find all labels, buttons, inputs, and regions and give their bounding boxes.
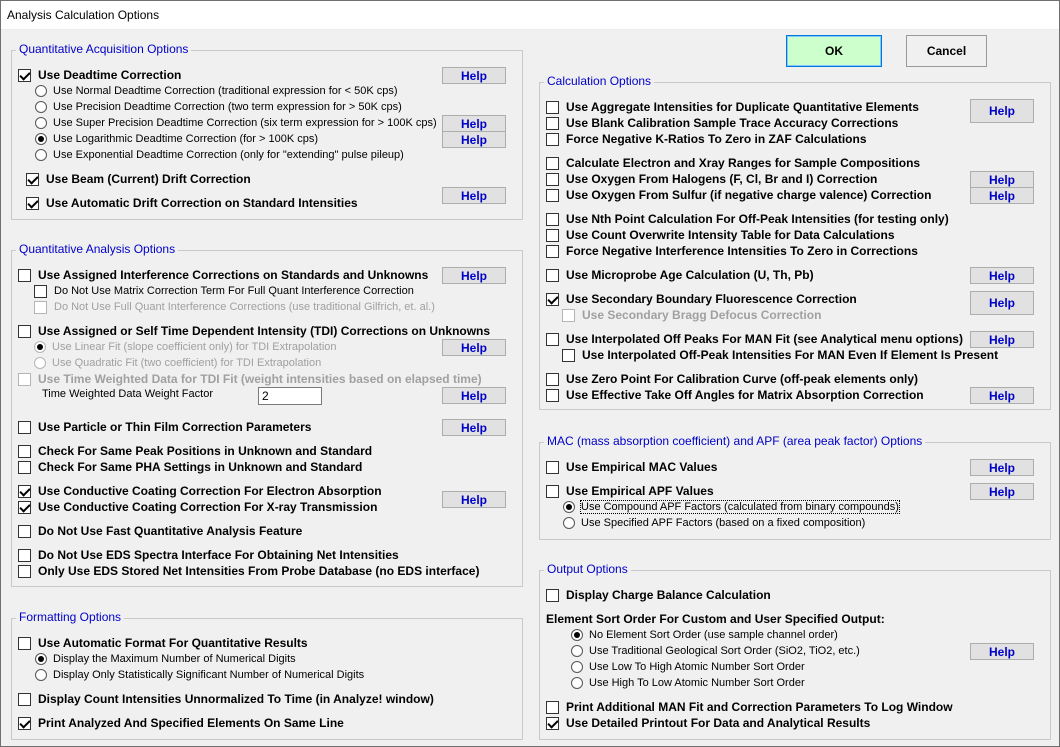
sig-digits-radio[interactable]: [35, 669, 47, 681]
specified-apf-row[interactable]: Use Specified APF Factors (based on a fixed composition): [563, 515, 865, 531]
aggregate-checkbox[interactable]: [546, 101, 559, 114]
auto-format-checkbox[interactable]: [18, 637, 31, 650]
precision-deadtime-radio-row[interactable]: Use Precision Deadtime Correction (two term expression for > 50K cps): [35, 99, 402, 115]
normal-deadtime-radio-row[interactable]: Use Normal Deadtime Correction (traditional expression for < 50K cps): [35, 83, 398, 99]
help-button-age[interactable]: Help: [970, 267, 1034, 284]
exponential-deadtime-radio-row[interactable]: Use Exponential Deadtime Correction (only for "extending" pulse pileup): [35, 147, 404, 163]
interpolated-peaks-row[interactable]: Use Interpolated Off Peaks For MAN Fit (see Analytical menu options): [546, 331, 963, 347]
title-bar: [1, 1, 1059, 30]
ranges-row[interactable]: Calculate Electron and Xray Ranges for Sample Compositions: [546, 155, 920, 171]
interpolated-peaks-checkbox[interactable]: [546, 333, 559, 346]
help-button-empirical-mac[interactable]: Help: [970, 459, 1034, 476]
sort-low-high-row[interactable]: Use Low To High Atomic Number Sort Order: [571, 659, 805, 675]
takeoff-angles-row[interactable]: Use Effective Take Off Angles for Matrix Absorption Correction: [546, 387, 924, 403]
age-calculation-row[interactable]: Use Microprobe Age Calculation (U, Th, Pb): [546, 267, 814, 283]
compound-apf-radio[interactable]: [563, 501, 575, 513]
no-full-quant-checkbox: [34, 301, 47, 314]
coating-electron-row[interactable]: Use Conductive Coating Correction For Electron Absorption: [18, 483, 382, 499]
help-button-takeoff[interactable]: Help: [970, 387, 1034, 404]
no-matrix-term-row[interactable]: Do Not Use Matrix Correction Term For Full Quant Interference Correction: [34, 283, 414, 299]
same-pha-row[interactable]: Check For Same PHA Settings in Unknown and Standard: [18, 459, 362, 475]
window-title: Analysis Calculation Options: [7, 8, 160, 22]
help-button-oxygen-halogens[interactable]: Help: [970, 171, 1034, 188]
help-button-sort-order[interactable]: Help: [970, 643, 1034, 660]
auto-format-row[interactable]: Use Automatic Format For Quantitative Results: [18, 635, 308, 651]
help-button-aggregate[interactable]: Help: [970, 99, 1034, 123]
deadtime-checkbox[interactable]: [18, 69, 31, 82]
man-fit-log-checkbox[interactable]: [546, 701, 559, 714]
auto-drift-checkbox-row[interactable]: Use Automatic Drift Correction on Standard Intensities: [26, 195, 358, 211]
ok-button[interactable]: OK: [786, 35, 882, 67]
particle-row[interactable]: Use Particle or Thin Film Correction Parameters: [18, 419, 311, 435]
oxygen-halogens-checkbox[interactable]: [546, 173, 559, 186]
same-peak-checkbox[interactable]: [18, 445, 31, 458]
same-line-checkbox[interactable]: [18, 717, 31, 730]
empirical-apf-row[interactable]: Use Empirical APF Values: [546, 483, 714, 499]
acquisition-options-title: Quantitative Acquisition Options: [16, 42, 191, 56]
analysis-options-title: Quantitative Analysis Options: [16, 242, 178, 256]
ranges-checkbox[interactable]: [546, 157, 559, 170]
takeoff-angles-checkbox[interactable]: [546, 389, 559, 402]
help-button-drift[interactable]: Help: [442, 187, 506, 204]
bragg-defocus-row: Use Secondary Bragg Defocus Correction: [562, 307, 821, 323]
oxygen-sulfur-row[interactable]: Use Oxygen From Sulfur (if negative charge valence) Correction: [546, 187, 931, 203]
beam-drift-checkbox-row[interactable]: Use Beam (Current) Drift Correction: [26, 171, 251, 187]
sig-digits-row[interactable]: Display Only Statistically Significant Number of Numerical Digits: [35, 667, 364, 683]
weight-factor-input[interactable]: 2: [258, 387, 322, 405]
help-button-secondary-boundary[interactable]: Help: [970, 291, 1034, 315]
tdi-linear-row: Use Linear Fit (slope coefficient only) for TDI Extrapolation: [34, 339, 337, 355]
oxygen-sulfur-checkbox[interactable]: [546, 189, 559, 202]
help-button-particle[interactable]: Help: [442, 419, 506, 436]
tdi-quadratic-radio: [34, 357, 46, 369]
help-button-empirical-apf[interactable]: Help: [970, 483, 1034, 500]
help-button-coating[interactable]: Help: [442, 491, 506, 508]
man-fit-log-row[interactable]: Print Additional MAN Fit and Correction Parameters To Log Window: [546, 699, 953, 715]
no-full-quant-row: Do Not Use Full Quant Interference Corrections (use traditional Gilfrich, et. al.): [34, 299, 435, 315]
same-pha-checkbox[interactable]: [18, 461, 31, 474]
nth-point-row[interactable]: Use Nth Point Calculation For Off-Peak Intensities (for testing only): [546, 211, 949, 227]
only-eds-stored-checkbox[interactable]: [18, 565, 31, 578]
help-button-weight-factor[interactable]: Help: [442, 387, 506, 404]
coating-xray-row[interactable]: Use Conductive Coating Correction For X-ray Transmission: [18, 499, 377, 515]
unnormalized-row[interactable]: Display Count Intensities Unnormalized To Time (in Analyze! window): [18, 691, 434, 707]
beam-drift-checkbox[interactable]: [26, 173, 39, 186]
zero-point-checkbox[interactable]: [546, 373, 559, 386]
tdi-weighted-checkbox: [18, 373, 31, 386]
help-button-logarithmic[interactable]: Help: [442, 131, 506, 148]
secondary-boundary-row[interactable]: Use Secondary Boundary Fluorescence Correction: [546, 291, 857, 307]
logarithmic-deadtime-radio[interactable]: [35, 133, 47, 145]
age-calculation-checkbox[interactable]: [546, 269, 559, 282]
normal-deadtime-radio[interactable]: [35, 85, 47, 97]
compound-apf-row[interactable]: Use Compound APF Factors (calculated from binary compounds): [563, 499, 899, 515]
deadtime-checkbox-row[interactable]: Use Deadtime Correction: [18, 67, 181, 83]
aggregate-row[interactable]: Use Aggregate Intensities for Duplicate Quantitative Elements: [546, 99, 919, 115]
sort-geological-row[interactable]: Use Traditional Geological Sort Order (SiO2, TiO2, etc.): [571, 643, 860, 659]
sort-geological-radio[interactable]: [571, 645, 583, 657]
calculation-options-title: Calculation Options: [544, 74, 654, 88]
tdi-weighted-row: Use Time Weighted Data for TDI Fit (weight intensities based on elapsed time): [18, 371, 482, 387]
no-fast-quant-checkbox[interactable]: [18, 525, 31, 538]
interpolated-present-row[interactable]: Use Interpolated Off-Peak Intensities For MAN Even If Element Is Present: [562, 347, 998, 363]
output-options-title: Output Options: [544, 562, 631, 576]
same-peak-row[interactable]: Check For Same Peak Positions in Unknown and Standard: [18, 443, 372, 459]
super-precision-deadtime-radio[interactable]: [35, 117, 47, 129]
secondary-boundary-checkbox[interactable]: [546, 293, 559, 306]
empirical-mac-row[interactable]: Use Empirical MAC Values: [546, 459, 717, 475]
empirical-apf-checkbox[interactable]: [546, 485, 559, 498]
tdi-checkbox[interactable]: [18, 325, 31, 338]
oxygen-halogens-row[interactable]: Use Oxygen From Halogens (F, Cl, Br and I) Correction: [546, 171, 877, 187]
assigned-interference-checkbox[interactable]: [18, 269, 31, 282]
no-eds-spectra-row[interactable]: Do Not Use EDS Spectra Interface For Obtaining Net Intensities: [18, 547, 399, 563]
max-digits-radio[interactable]: [35, 653, 47, 665]
neg-kratio-checkbox[interactable]: [546, 133, 559, 146]
detailed-printout-checkbox[interactable]: [546, 717, 559, 730]
sort-low-high-radio[interactable]: [571, 661, 583, 673]
bragg-defocus-checkbox: [562, 309, 575, 322]
tdi-quadratic-row: Use Quadratic Fit (two coefficient) for TDI Extrapolation: [34, 355, 321, 371]
nth-point-checkbox[interactable]: [546, 213, 559, 226]
help-button-oxygen-sulfur[interactable]: Help: [970, 187, 1034, 204]
tdi-row[interactable]: Use Assigned or Self Time Dependent Intensity (TDI) Corrections on Unknowns: [18, 323, 490, 339]
only-eds-stored-row[interactable]: Only Use EDS Stored Net Intensities From Probe Database (no EDS interface): [18, 563, 479, 579]
coating-xray-checkbox[interactable]: [18, 501, 31, 514]
coating-electron-checkbox[interactable]: [18, 485, 31, 498]
no-fast-quant-row[interactable]: Do Not Use Fast Quantitative Analysis Feature: [18, 523, 302, 539]
charge-balance-row[interactable]: Display Charge Balance Calculation: [546, 587, 771, 603]
interpolated-present-checkbox[interactable]: [562, 349, 575, 362]
formatting-options-title: Formatting Options: [16, 610, 124, 624]
count-overwrite-row[interactable]: Use Count Overwrite Intensity Table for Data Calculations: [546, 227, 895, 243]
empirical-mac-checkbox[interactable]: [546, 461, 559, 474]
precision-deadtime-radio[interactable]: [35, 101, 47, 113]
help-button-tdi[interactable]: Help: [442, 339, 506, 356]
help-button-super-precision[interactable]: Help: [442, 115, 506, 132]
auto-drift-checkbox[interactable]: [26, 197, 39, 210]
calculation-options-group: [539, 74, 1051, 410]
sort-high-low-row[interactable]: Use High To Low Atomic Number Sort Order: [571, 675, 805, 691]
help-button-deadtime[interactable]: Help: [442, 67, 506, 84]
charge-balance-checkbox[interactable]: [546, 589, 559, 602]
blank-calibration-checkbox[interactable]: [546, 117, 559, 130]
sort-high-low-radio[interactable]: [571, 677, 583, 689]
sort-none-radio[interactable]: [571, 629, 583, 641]
no-eds-spectra-checkbox[interactable]: [18, 549, 31, 562]
assigned-interference-row[interactable]: Use Assigned Interference Corrections on Standards and Unknowns: [18, 267, 428, 283]
zero-point-row[interactable]: Use Zero Point For Calibration Curve (off-peak elements only): [546, 371, 918, 387]
specified-apf-radio[interactable]: [563, 517, 575, 529]
sort-order-label: Element Sort Order For Custom and User Specified Output:: [546, 612, 885, 626]
weight-factor-label: Time Weighted Data Weight Factor: [42, 388, 213, 400]
formatting-options-group: [11, 610, 523, 740]
blank-calibration-row[interactable]: Use Blank Calibration Sample Trace Accuracy Corrections: [546, 115, 898, 131]
mac-apf-options-title: MAC (mass absorption coefficient) and APF (area peak factor) Options: [544, 434, 925, 448]
help-button-interpolated[interactable]: Help: [970, 331, 1034, 348]
unnormalized-checkbox[interactable]: [18, 693, 31, 706]
super-precision-deadtime-radio-row[interactable]: Use Super Precision Deadtime Correction (six term expression for > 100K cps): [35, 115, 437, 131]
count-overwrite-checkbox[interactable]: [546, 229, 559, 242]
sort-none-row[interactable]: No Element Sort Order (use sample channel order): [571, 627, 838, 643]
neg-interference-row[interactable]: Force Negative Interference Intensities To Zero in Corrections: [546, 243, 918, 259]
neg-kratio-row[interactable]: Force Negative K-Ratios To Zero in ZAF Calculations: [546, 131, 867, 147]
exponential-deadtime-radio[interactable]: [35, 149, 47, 161]
max-digits-row[interactable]: Display the Maximum Number of Numerical Digits: [35, 651, 296, 667]
no-matrix-term-checkbox[interactable]: [34, 285, 47, 298]
logarithmic-deadtime-radio-row[interactable]: Use Logarithmic Deadtime Correction (for > 100K cps): [35, 131, 318, 147]
help-button-interference[interactable]: Help: [442, 267, 506, 284]
cancel-button[interactable]: Cancel: [906, 35, 987, 67]
neg-interference-checkbox[interactable]: [546, 245, 559, 258]
particle-checkbox[interactable]: [18, 421, 31, 434]
tdi-linear-radio: [34, 341, 46, 353]
same-line-row[interactable]: Print Analyzed And Specified Elements On Same Line: [18, 715, 344, 731]
detailed-printout-row[interactable]: Use Detailed Printout For Data and Analytical Results: [546, 715, 870, 731]
